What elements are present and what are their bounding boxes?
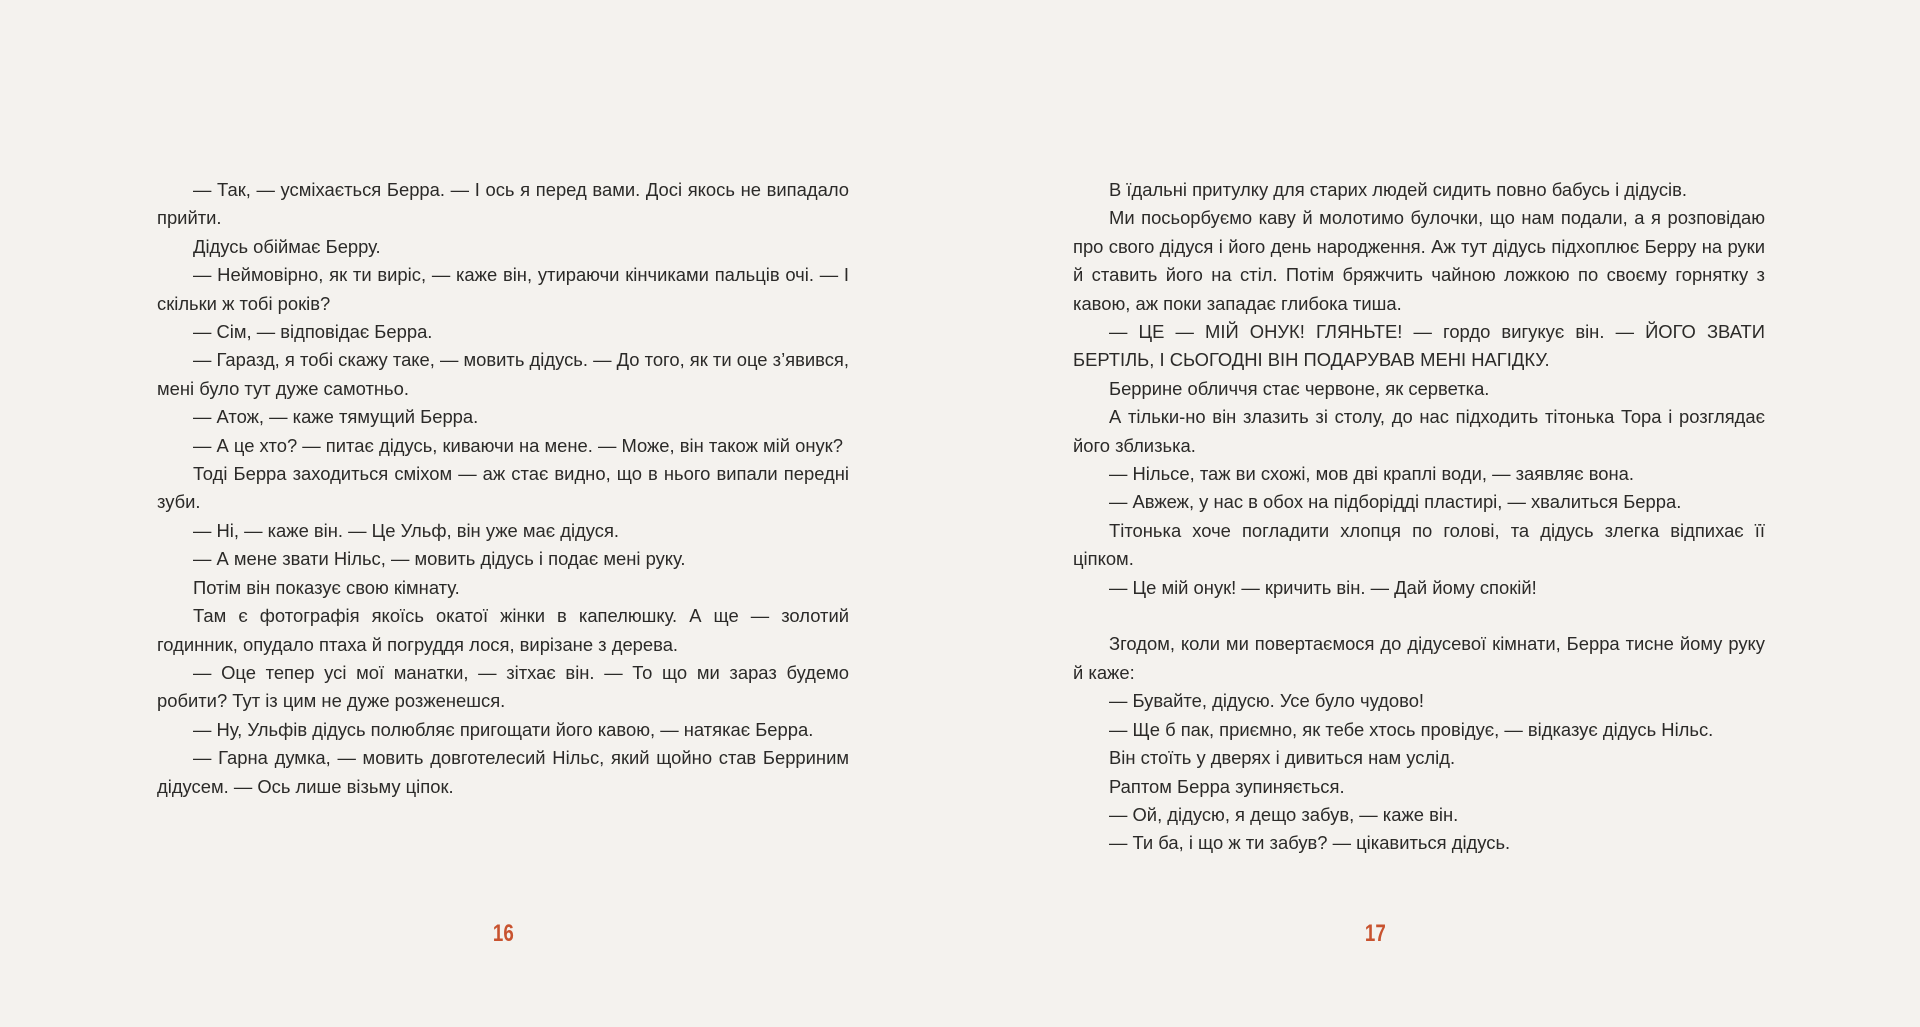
paragraph: Там є фотографія якоїсь окатої жінки в капелюшку. А ще — золотий годинник, опудало птаха й погруддя лося, вирізане з дерева.	[157, 605, 849, 655]
paragraph: — Ні, — каже він. — Це Ульф, він уже має дідуся.	[193, 519, 620, 541]
paragraph: — Нільсе, таж ви схожі, мов дві краплі води, — заявляє вона.	[1109, 463, 1635, 485]
paragraph: Ми посьорбуємо каву й молотимо булочки, що нам подали, а я розповідаю про свого дідуся і його день народження. Аж тут дідусь підхоплює Берру на руки й ставить його на стіл. Потім бряжчить чайною ложкою по своєму горнятку з кавою, аж поки западає глибока тиша.	[1073, 207, 1765, 314]
paragraph: Потім він показує свою кімнату.	[193, 576, 460, 598]
paragraph: — Сім, — відповідає Берра.	[193, 321, 433, 343]
paragraph: — ЦЕ — МІЙ ОНУК! ГЛЯНЬТЕ! — гордо вигукує він. — ЙОГО ЗВАТИ БЕРТІЛЬ, І СЬОГОДНІ ВІН ПОДАРУВАВ МЕНІ НАГІДКУ.	[1073, 321, 1765, 371]
paragraph: — Ще б пак, приємно, як тебе хтось провідує, — відказує дідусь Нільс.	[1109, 718, 1714, 740]
paragraph: — Ну, Ульфів дідусь полюбляє пригощати його кавою, — натякає Берра.	[193, 718, 814, 740]
page-number: 16	[492, 920, 514, 947]
paragraph: — Авжеж, у нас в обох на підборідді пластирі, — хвалиться Берра.	[1109, 491, 1682, 513]
paragraph: — А це хто? — питає дідусь, киваючи на мене. — Може, він також мій онук?	[193, 434, 843, 456]
paragraph: — Так, — усміхається Берра. — І ось я перед вами. Досі якось не випадало прийти.	[157, 179, 849, 229]
paragraph: Беррине обличчя стає червоне, як серветка.	[1109, 377, 1490, 399]
paragraph: — Атож, — каже тямущий Берра.	[193, 406, 479, 428]
paragraph: — Ой, дідусю, я дещо забув, — каже він.	[1109, 803, 1459, 825]
paragraph: — А мене звати Нільс, — мовить дідусь і подає мені руку.	[193, 548, 686, 570]
paragraph: Дідусь обіймає Берру.	[193, 235, 381, 257]
paragraph: Він стоїть у дверях і дивиться нам услід.	[1109, 747, 1456, 769]
paragraph: Раптом Берра зупиняється.	[1109, 775, 1345, 797]
paragraph: — Гаразд, я тобі скажу таке, — мовить дідусь. — До того, як ти оце з’явився, мені було тут дуже самотньо.	[157, 349, 849, 399]
paragraph: В їдальні притулку для старих людей сидить повно бабусь і дідусів.	[1109, 179, 1687, 200]
page-number: 17	[1364, 920, 1386, 947]
left-page-text	[157, 176, 849, 801]
paragraph: — Неймовірно, як ти виріс, — каже він, утираючи кінчиками пальців очі. — І скільки ж тобі років?	[157, 264, 849, 314]
paragraph: А тільки-но він злазить зі столу, до нас підходить тітонька Тора і розглядає його зблизька.	[1073, 406, 1765, 456]
right-page	[960, 0, 1920, 1027]
right-page-text	[1073, 176, 1765, 858]
paragraph: Згодом, коли ми повертаємося до дідусевої кімнати, Берра тисне йому руку й каже:	[1073, 633, 1765, 683]
paragraph: — Бувайте, дідусю. Усе було чудово!	[1109, 690, 1425, 712]
paragraph: — Це мій онук! — кричить він. — Дай йому спокій!	[1109, 576, 1537, 598]
paragraph: — Ти ба, і що ж ти забув? — цікавиться дідусь.	[1109, 832, 1511, 854]
paragraph: — Гарна думка, — мовить довготелесий Нільс, який щойно став Берриним дідусем. — Ось лише візьму ціпок.	[157, 747, 849, 797]
paragraph: Тітонька хоче погладити хлопця по голові, та дідусь злегка відпихає її ціпком.	[1073, 519, 1765, 570]
paragraph: Тоді Берра заходиться сміхом — аж стає видно, що в нього випали передні зуби.	[157, 463, 849, 513]
paragraph: — Оце тепер усі мої манатки, — зітхає він. — То що ми зараз будемо робити? Тут із цим не дуже розженешся.	[157, 661, 849, 712]
